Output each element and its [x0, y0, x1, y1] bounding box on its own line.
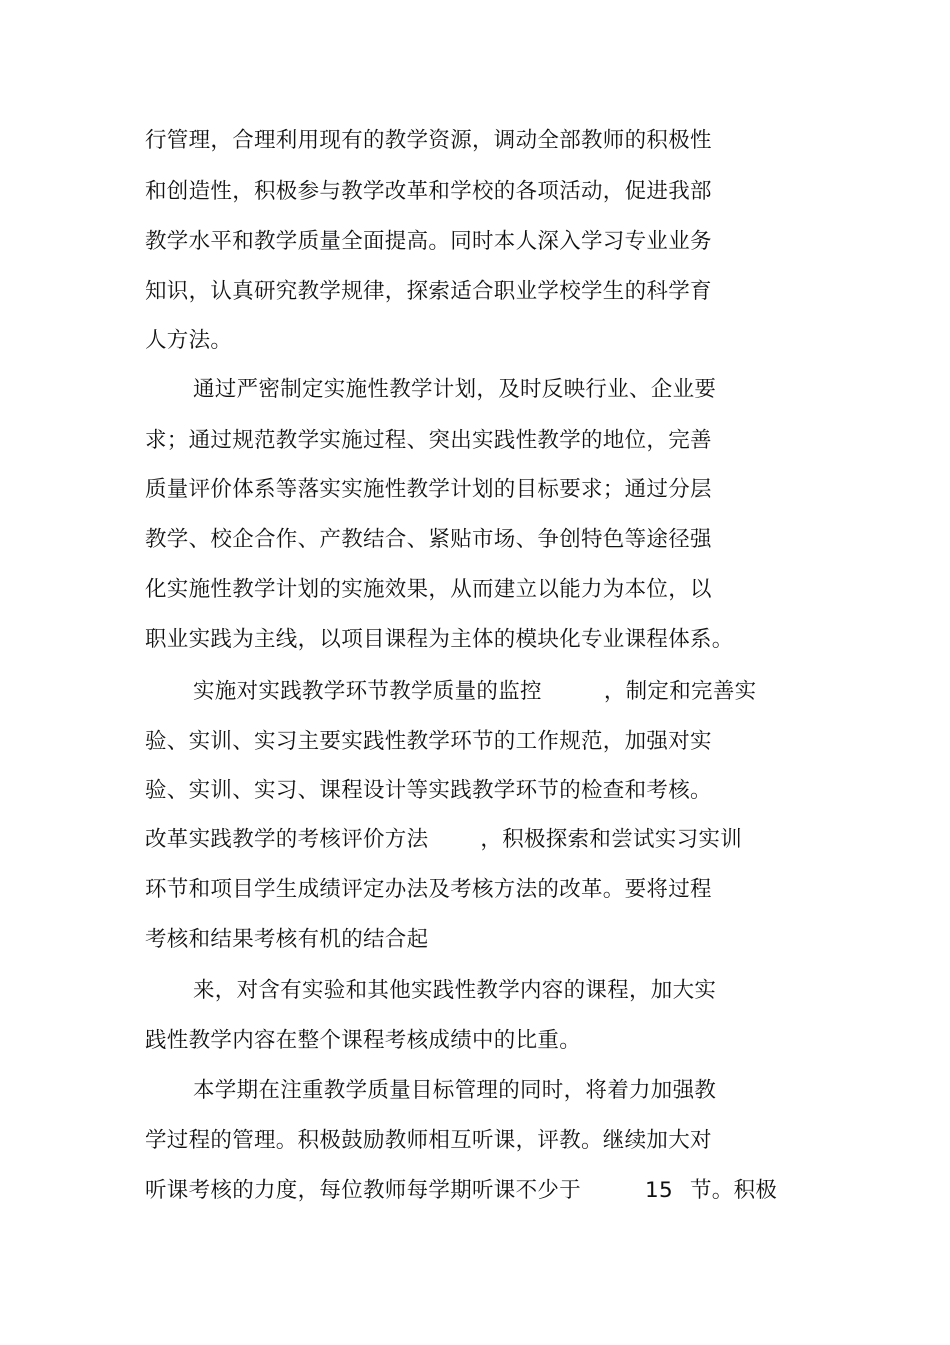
paragraph-line: 教学水平和教学质量全面提高。同时本人深入学习专业业务 — [145, 229, 712, 254]
paragraph-line: 通过严密制定实施性教学计划，及时反映行业、企业要 — [193, 377, 717, 402]
paragraph-line: 考核和结果考核有机的结合起 — [145, 927, 429, 952]
line-segment: 实施对实践教学环节教学质量的监控 — [193, 679, 542, 704]
paragraph-line: 本学期在注重教学质量目标管理的同时，将着力加强教 — [193, 1078, 717, 1103]
line-segment: 改革实践教学的考核评价方法 — [145, 827, 429, 852]
line-segment: ，积极探索和尝试实习实训 — [480, 827, 743, 852]
paragraph-line: 化实施性教学计划的实施效果，从而建立以能力为本位，以 — [145, 577, 712, 602]
paragraph-line: 学过程的管理。积极鼓励教师相互听课，评教。继续加大对 — [145, 1128, 712, 1153]
paragraph-line: 求；通过规范教学实施过程、突出实践性教学的地位，完善 — [145, 428, 712, 453]
paragraph-line: 来，对含有实验和其他实践性教学内容的课程，加大实 — [193, 978, 717, 1003]
paragraph-line: 知识，认真研究教学规律，探索适合职业学校学生的科学育 — [145, 279, 712, 304]
paragraph-line: 验、实训、实习、课程设计等实践教学环节的检查和考核。 — [145, 778, 712, 803]
paragraph-line: 职业实践为主线，以项目课程为主体的模块化专业课程体系。 — [145, 627, 734, 652]
paragraph-line: 验、实训、实习主要实践性教学环节的工作规范，加强对实 — [145, 729, 712, 754]
paragraph-line: 环节和项目学生成绩评定办法及考核方法的改革。要将过程 — [145, 877, 712, 902]
line-segment: ，制定和完善实 — [603, 679, 757, 704]
paragraph-line — [145, 829, 742, 851]
paragraph-line: 人方法。 — [145, 328, 233, 353]
paragraph-line: 教学、校企合作、产教结合、紧贴市场、争创特色等途径强 — [145, 527, 712, 552]
paragraph-line: 和创造性，积极参与教学改革和学校的各项活动，促进我部 — [145, 179, 712, 204]
line-segment: 听课考核的力度，每位教师每学期听课不少于 — [145, 1178, 582, 1203]
paragraph-line: 行管理，合理利用现有的教学资源，调动全部教师的积极性 — [145, 128, 712, 153]
line-number: 15 — [645, 1178, 673, 1203]
paragraph-line: 践性教学内容在整个课程考核成绩中的比重。 — [145, 1028, 582, 1053]
paragraph-line — [145, 1180, 777, 1202]
paragraph-line — [193, 681, 756, 703]
line-segment: 节。积极 — [689, 1178, 778, 1203]
paragraph-line: 质量评价体系等落实实施性教学计划的目标要求；通过分层 — [145, 477, 712, 502]
